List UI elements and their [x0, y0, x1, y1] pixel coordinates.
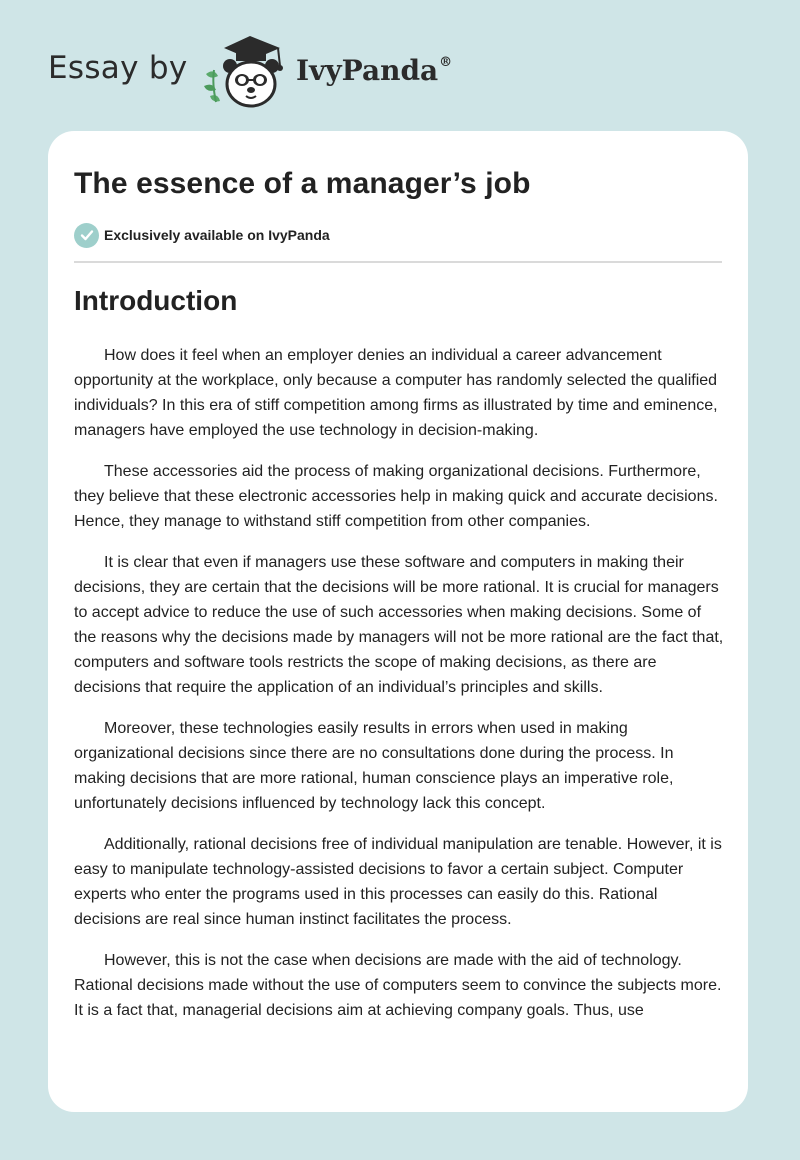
paragraph: Additionally, rational decisions free of individual manipulation are tenable. However, it is easy to manipulate technology-assisted decisions to favor a certain subject. Computer experts who enter the programs used in this processes can easily do this. Rational decisions are real since human instinct facilitates the process.	[74, 836, 722, 928]
paragraph: How does it feel when an employer denies an individual a career advancement opportunity at the workplace, only because a computer has randomly selected the qualified individuals? In this era of stiff competition among firms as illustrated by time and eminence, managers have employed the use technology in decision-making.	[74, 347, 718, 439]
exclusive-badge	[74, 222, 330, 248]
check-icon	[74, 223, 99, 248]
essay-by-label: Essay by	[48, 50, 188, 86]
paragraph: However, this is not the case when decisions are made with the aid of technology. Rational decisions made without the use of computers seem to convince the subjects more. It is a fact that, managerial decisions aim at achieving company goals. Thus, use	[74, 952, 722, 1019]
registered-mark: ®	[439, 54, 453, 70]
paragraph: These accessories aid the process of making organizational decisions. Furthermore, they believe that these electronic accessories help in making quick and accurate decisions. Hence, they manage to withstand stiff competition from other companies.	[74, 463, 718, 530]
divider	[74, 261, 722, 263]
brand-name[interactable]	[296, 54, 452, 87]
badge-text: Exclusively available on IvyPanda	[104, 227, 330, 243]
site-header	[48, 30, 748, 110]
panda-logo-icon[interactable]	[200, 34, 292, 114]
paragraph: It is clear that even if managers use these software and computers in making their decisions, they are certain that the decisions will be more rational. It is crucial for managers to accept advice to reduce the use of such accessories when making decisions. Some of the reasons why the decisions made by managers will not be more rational are the fact that, computers and software tools restricts the scope of making decisions, as there are decisions that require the application of an individual’s principles and skills.	[74, 554, 724, 696]
article-title: The essence of a manager’s job	[74, 167, 531, 200]
article-card	[48, 131, 748, 1112]
section-heading: Introduction	[74, 285, 238, 316]
article-body	[74, 343, 724, 1039]
brand-text: IvyPanda	[296, 54, 439, 87]
paragraph: Moreover, these technologies easily results in errors when used in making organizational decisions since there are no consultations done during the process. In making decisions that are more rational, human conscience plays an imperative role, unfortunately decisions influenced by technology lack this concept.	[74, 720, 674, 812]
